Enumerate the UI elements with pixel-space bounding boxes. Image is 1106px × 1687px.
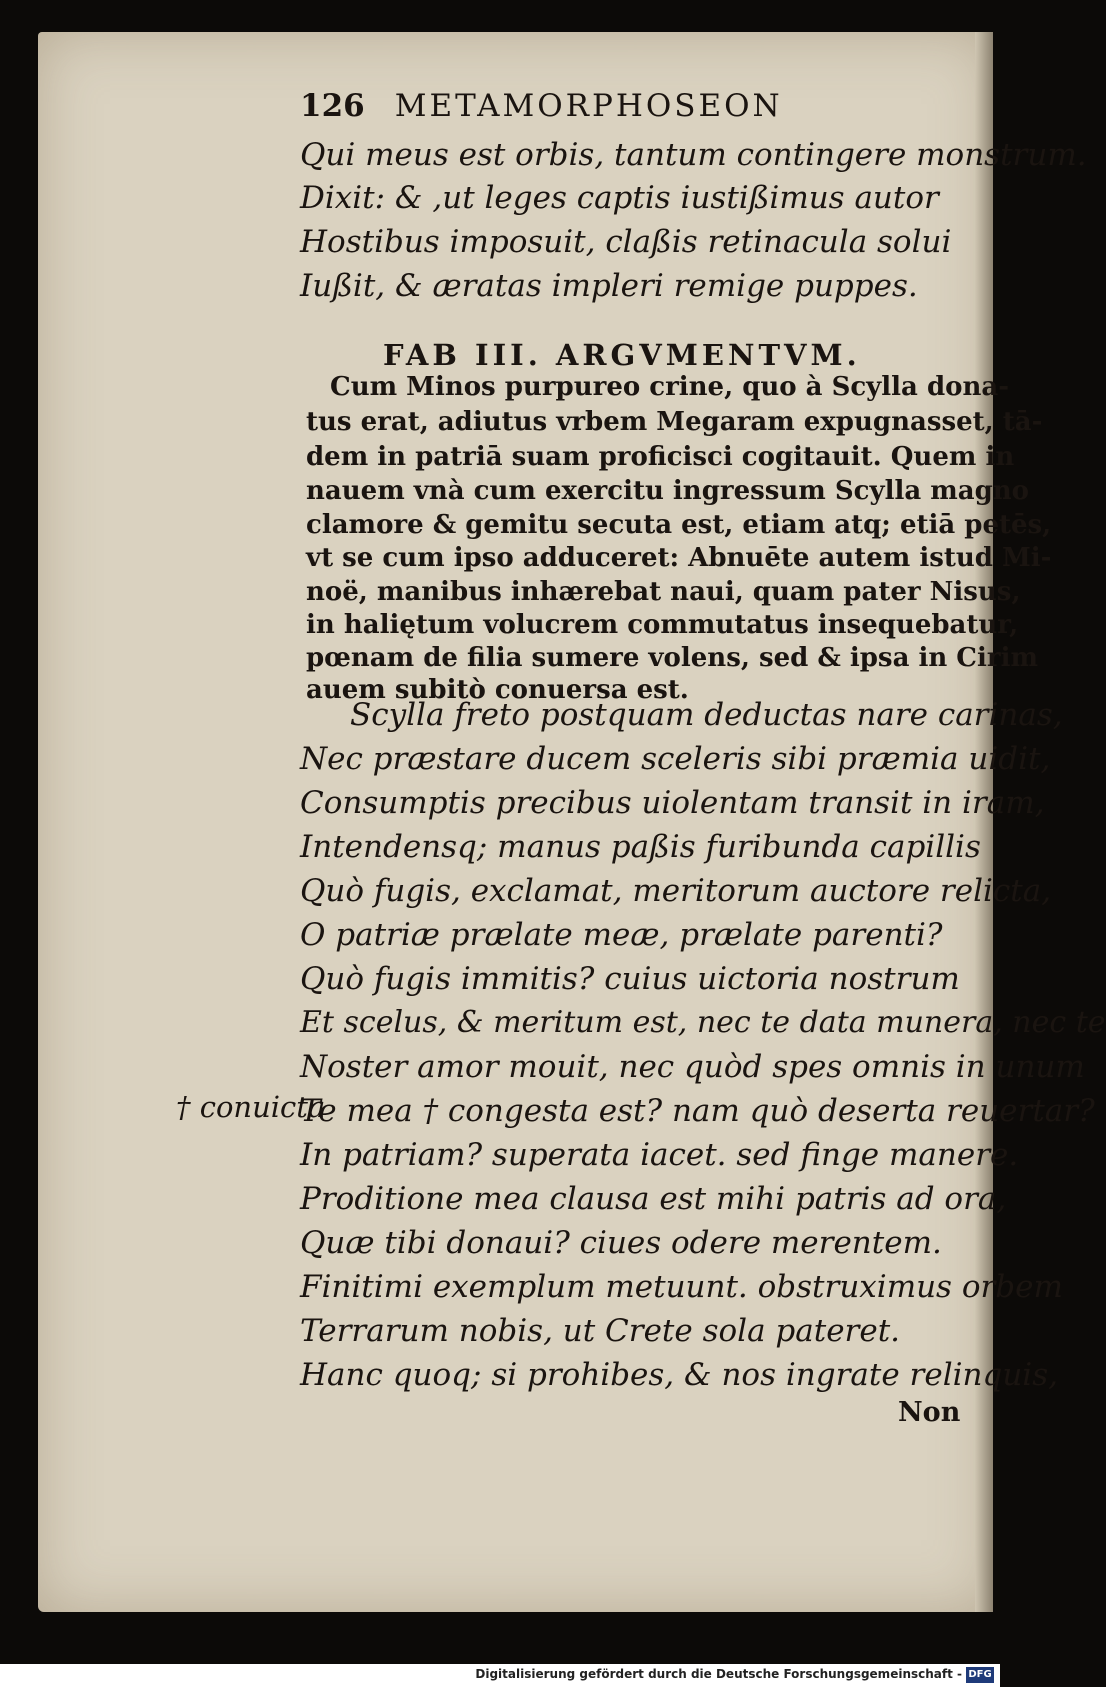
catchword: Non bbox=[898, 1397, 961, 1428]
verse-line: Et scelus, & meritum est, nec te data munera, nec te bbox=[300, 1005, 1106, 1040]
digitization-footer bbox=[0, 1664, 1000, 1687]
argument-line: clamore & gemitu secuta est, etiam atq; etiā petēs, bbox=[306, 510, 1052, 540]
verse-line: Dixit: & ,ut leges captis iustißimus autor bbox=[300, 180, 939, 216]
verse-line: Nec præstare ducem sceleris sibi præmia uidit, bbox=[300, 741, 1051, 777]
verse-line: Qui meus est orbis, tantum contingere monstrum. bbox=[300, 137, 1087, 173]
argument-line: pœnam de filia sumere volens, sed & ipsa in Cirim bbox=[306, 643, 1038, 673]
argument-line: vt se cum ipso adduceret: Abnuēte autem istud Mi- bbox=[306, 543, 1052, 573]
argument-line: tus erat, adiutus vrbem Megaram expugnasset, tā- bbox=[306, 407, 1043, 437]
verse-line: Quò fugis, exclamat, meritorum auctore relicta, bbox=[300, 873, 1052, 909]
verse-line: Hostibus imposuit, claßis retinacula solui bbox=[300, 224, 952, 260]
argument-line: in haliętum volucrem commutatus insequebatur, bbox=[306, 610, 1019, 640]
argument-line: auem subitò conuersa est. bbox=[306, 675, 689, 705]
verse-line: Intendensq; manus paßis furibunda capillis bbox=[300, 829, 981, 865]
footer-credit: Digitalisierung gefördert durch die Deutsche Forschungsgemeinschaft - bbox=[475, 1667, 962, 1681]
verse-line: Hanc quoq; si prohibes, & nos ingrate relinquis, bbox=[300, 1357, 1058, 1393]
margin-note: † conuicta bbox=[176, 1090, 326, 1124]
section-title: FAB III. ARGVMENTVM. bbox=[383, 338, 861, 372]
verse-line: Iußit, & æratas impleri remige puppes. bbox=[300, 268, 918, 304]
running-title: METAMORPHOSEON bbox=[394, 88, 783, 124]
argument-line: dem in patriā suam proficisci cogitauit. Quem in bbox=[306, 442, 1015, 472]
verse-line: Noster amor mouit, nec quòd spes omnis in unum bbox=[300, 1049, 1085, 1085]
running-header bbox=[300, 88, 783, 124]
verse-line: Quò fugis immitis? cuius uictoria nostrum bbox=[300, 961, 960, 997]
argument-line: noë, manibus inhærebat naui, quam pater Nisus, bbox=[306, 577, 1021, 607]
verse-line: Quæ tibi donaui? ciues odere merentem. bbox=[300, 1225, 942, 1261]
verse-line: O patriæ prælate meæ, prælate parenti? bbox=[300, 917, 943, 953]
argument-line: Cum Minos purpureo crine, quo à Scylla dona- bbox=[330, 372, 1010, 402]
verse-line: Finitimi exemplum metuunt. obstruximus orbem bbox=[300, 1269, 1063, 1305]
verse-line: Te mea † congesta est? nam quò deserta reuertar? bbox=[300, 1093, 1095, 1129]
verse-line: Scylla freto postquam deductas nare carinas, bbox=[350, 697, 1063, 733]
verse-line: Terrarum nobis, ut Crete sola pateret. bbox=[300, 1313, 901, 1349]
dfg-logo: DFG bbox=[966, 1667, 994, 1683]
argument-line: nauem vnà cum exercitu ingressum Scylla magno bbox=[306, 476, 1030, 506]
page-number: 126 bbox=[300, 88, 365, 124]
verse-line: In patriam? superata iacet. sed finge manere. bbox=[300, 1137, 1019, 1173]
verse-line: Proditione mea clausa est mihi patris ad ora, bbox=[300, 1181, 1007, 1217]
verse-line: Consumptis precibus uiolentam transit in iram, bbox=[300, 785, 1045, 821]
